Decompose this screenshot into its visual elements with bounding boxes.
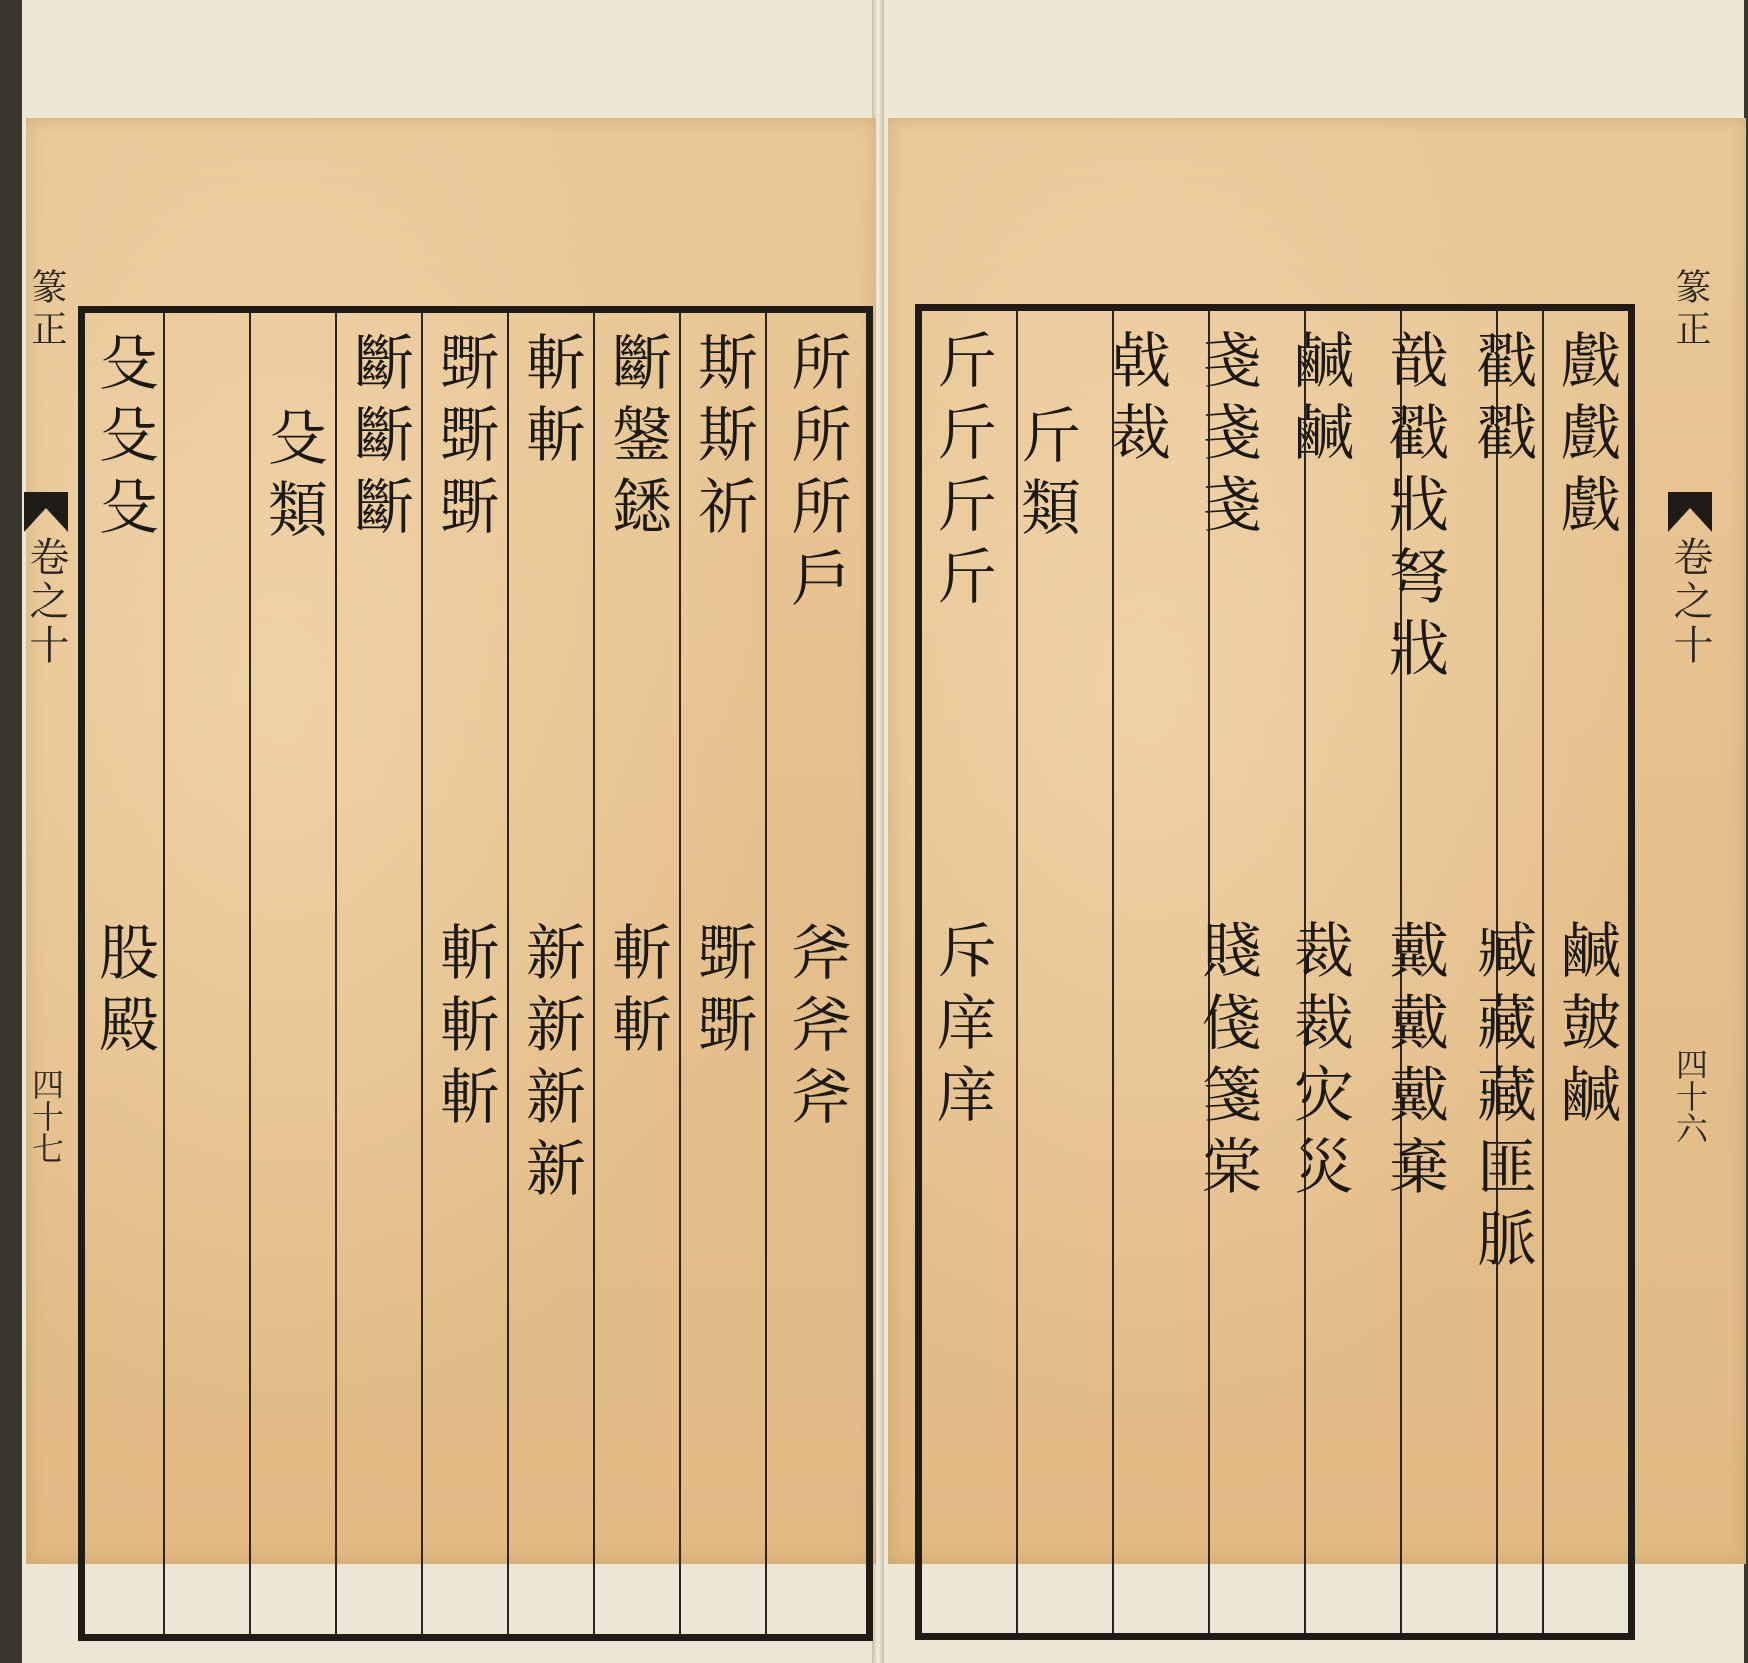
text-column-2	[1462, 329, 1542, 1613]
column-entry-top: 斷斷斷	[344, 331, 414, 547]
text-column-6	[337, 331, 421, 1614]
text-column-7	[1002, 329, 1090, 1613]
column-entry-top: 斷鎜鏭	[602, 331, 672, 547]
column-entry-top: 戳戳	[1467, 329, 1537, 473]
text-column-2	[681, 331, 765, 1614]
column-entry-bottom: 斲斲	[688, 921, 758, 1065]
column-entry-top: 殳殳殳	[89, 331, 159, 547]
column-entry-top: 戠戳戕弩戕	[1379, 329, 1449, 689]
margin-volume: 卷之十	[23, 536, 69, 668]
column-entry-bottom: 裁裁灾災	[1284, 919, 1354, 1207]
left-page-margin	[23, 268, 69, 1564]
column-entry-bottom: 賤俴箋棠	[1192, 919, 1262, 1207]
text-column-8	[922, 329, 1002, 1613]
column-entry-bottom: 新新新新	[516, 921, 586, 1209]
column-entry-top: 鹹鹹	[1284, 329, 1354, 473]
left-page	[23, 118, 876, 1564]
margin-title: 篆正	[1670, 268, 1711, 352]
margin-volume: 卷之十	[1667, 536, 1713, 668]
margin-title: 篆正	[26, 268, 67, 352]
left-text-frame	[78, 306, 873, 1641]
margin-page-number: 四十七	[27, 1068, 65, 1164]
category-heading: 斤類	[1011, 404, 1081, 548]
right-page	[888, 118, 1746, 1564]
fish-tail-mark	[1668, 492, 1712, 532]
text-column-1	[767, 331, 866, 1614]
text-column-8	[85, 331, 163, 1614]
text-column-3	[1366, 329, 1462, 1613]
text-column-4	[1272, 329, 1366, 1613]
column-entry-top: 戔戔戔	[1192, 329, 1262, 545]
margin-page-number: 四十六	[1671, 1048, 1709, 1144]
text-column-1	[1544, 329, 1628, 1613]
text-column-6	[1090, 329, 1182, 1613]
column-entry-top: 斤斤斤斤	[927, 329, 997, 617]
text-column-4	[509, 331, 593, 1614]
column-entry-top: 戲戲戲	[1551, 329, 1621, 545]
column-entry-top: 斬斬	[516, 331, 586, 475]
right-text-frame	[915, 304, 1635, 1640]
column-entry-bottom: 斬斬斬	[430, 921, 500, 1137]
right-page-margin	[1640, 268, 1740, 1564]
category-heading: 殳類	[258, 406, 328, 550]
column-entry-bottom: 斧斧斧	[781, 921, 852, 1137]
column-entry-bottom: 斥庠庠	[927, 919, 997, 1135]
text-column-5	[1182, 329, 1272, 1613]
column-entry-bottom: 鹹皷鹹	[1551, 919, 1621, 1135]
column-entry-bottom: 斬斬	[602, 921, 672, 1065]
column-entry-bottom: 股殿	[89, 921, 159, 1065]
column-entry-top: 㦸裁	[1101, 329, 1171, 473]
fish-tail-mark	[24, 492, 68, 532]
column-entry-top: 斯斯祈	[688, 331, 758, 547]
column-entry-bottom: 戴戴戴棄	[1379, 919, 1449, 1207]
text-column-3	[595, 331, 679, 1614]
column-entry-top: 斲斲斲	[430, 331, 500, 547]
column-entry-top: 所所所戶	[781, 331, 852, 619]
text-column-5	[423, 331, 507, 1614]
text-column-7	[251, 331, 335, 1614]
column-entry-bottom: 臧藏藏匪脈	[1467, 919, 1537, 1279]
